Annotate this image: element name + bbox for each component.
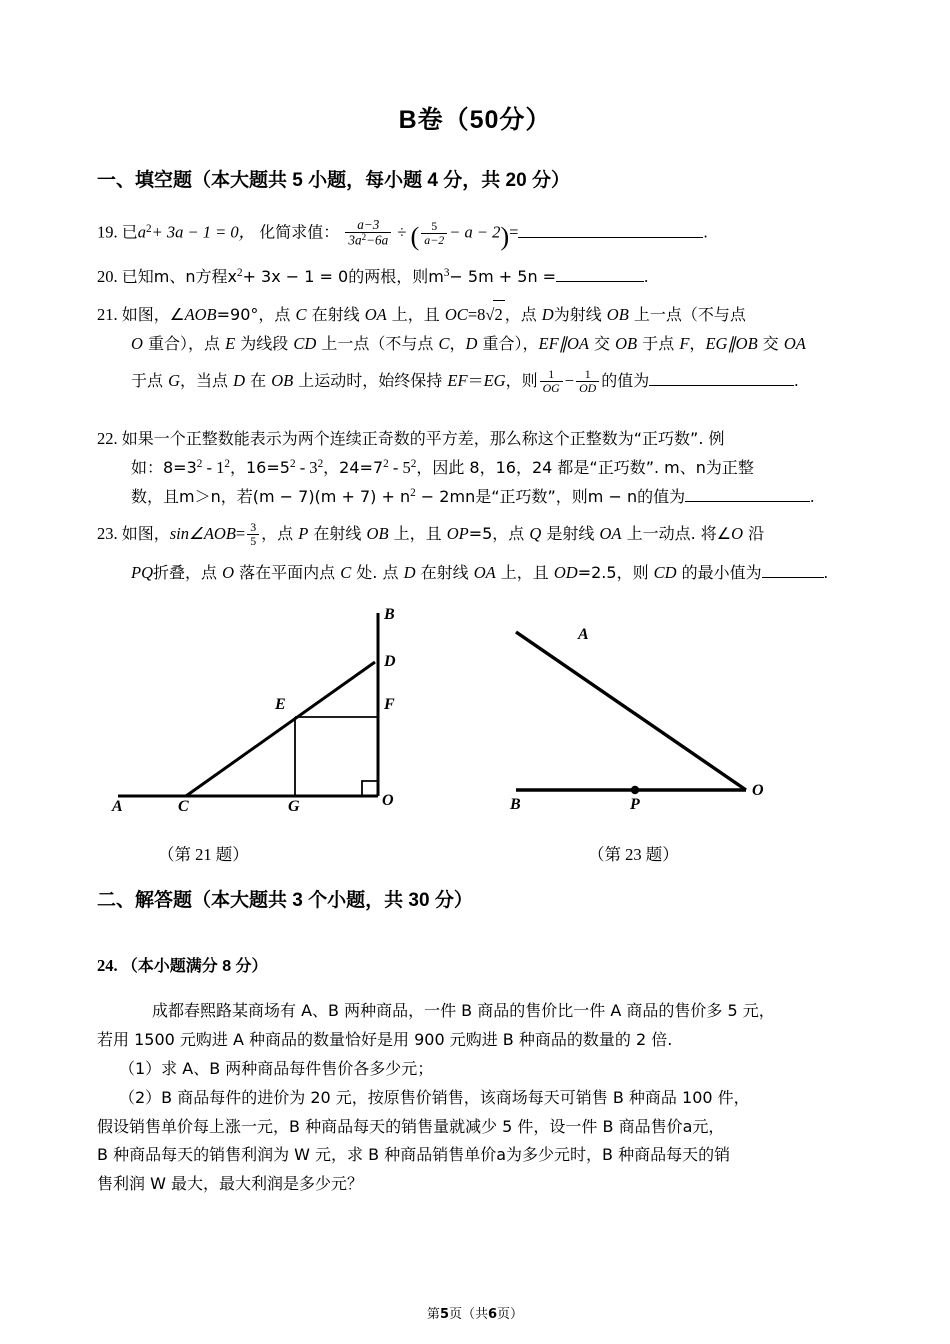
q21-l3-equals: ＝ xyxy=(467,370,484,390)
q21-seg-6: 上一点（不与点 xyxy=(628,305,746,324)
question-19-frac2-denominator: a−2 xyxy=(424,232,445,247)
question-23 xyxy=(97,520,887,588)
q22-exp-1: 2 xyxy=(196,458,203,471)
q24-p2l3: B 种商品每天的销售利润为 W 元，求 B 种商品销售单价a为多少元时，B 种商品每天的销 xyxy=(97,1145,731,1165)
q23-l2b: 折叠，点 xyxy=(153,562,223,582)
q23-point-Q: Q xyxy=(529,524,542,543)
footer-middle: 页（共 xyxy=(448,1307,488,1322)
q23-l1h: 沿 xyxy=(743,524,765,543)
figure-21-label-B: B xyxy=(384,606,395,623)
open-paren-icon: ( xyxy=(410,221,420,251)
question-19-var-a: a xyxy=(137,222,147,242)
question-22-line-3 xyxy=(97,483,887,512)
q23-l2h: 的最小值为 xyxy=(676,562,762,582)
q21-f2-top: 1 xyxy=(576,368,599,382)
q23-l2f: 上，且 xyxy=(495,562,554,582)
q21-l2a: 重合），点 xyxy=(142,333,226,353)
q21-f1-bot: OG xyxy=(542,380,560,395)
q23-l1d: 上，且 xyxy=(388,524,447,543)
q21-l3-EG: EG xyxy=(483,370,506,390)
q21-l2g: 于点 xyxy=(637,333,680,353)
q21-seg-4: ，点 xyxy=(504,305,542,324)
q21-ray-OA: OA xyxy=(364,305,387,324)
q21-ray-OB: OB xyxy=(606,305,629,324)
q23-l1b: ，点 xyxy=(261,524,299,543)
question-24-para1-line2 xyxy=(97,1026,887,1055)
figure-23-caption: （第 23 题） xyxy=(588,845,679,864)
q22-l2g: ，因此 8，16，24 都是“正巧数”. m、n为正整 xyxy=(416,457,754,477)
q21-EG-parallel-OB: EG∥OB xyxy=(705,333,758,353)
question-20-text-a: 已知m、n方程x xyxy=(121,267,237,286)
q22-exp-4: 2 xyxy=(317,458,324,471)
q23-sin: sin xyxy=(169,524,190,543)
q23-l1f: 是射线 xyxy=(541,524,600,543)
q23-l2c: 落在平面内点 xyxy=(234,562,341,582)
q23-angle-AOB: ∠AOB xyxy=(189,524,236,543)
q21-seg-3: 上，且 xyxy=(386,305,445,324)
question-20-number: 20. xyxy=(97,267,118,286)
section-heading-fill-in-blank: 一、填空题（本大题共 5 小题，每小题 4 分，共 20 分） xyxy=(97,170,570,191)
q22-l2a: 如：8=3 xyxy=(131,457,197,477)
question-22-text-line-1: 如果一个正整数能表示为两个连续正奇数的平方差，那么称这个正整数为“正巧数”. 例 xyxy=(121,429,725,448)
q21-point-D: D xyxy=(541,305,554,324)
q23-l1g: 上一动点. 将∠ xyxy=(621,524,732,543)
q24-p1l2: 若用 1500 元购进 A 种商品的数量恰好是用 900 元购进 B 种商品的数量的 2 倍. xyxy=(97,1029,673,1049)
footer-page-number: 5 xyxy=(439,1307,449,1322)
question-19-lead: 已 xyxy=(121,222,138,242)
question-19-answer-blank[interactable] xyxy=(518,220,703,238)
q21-l3a: 于点 xyxy=(131,370,169,390)
q21-sqrt2: 2 xyxy=(493,300,504,330)
figure-21-label-D: D xyxy=(384,653,396,670)
q21-point-G: G xyxy=(168,370,181,390)
question-19-number: 19. xyxy=(97,222,118,242)
question-23-line-2 xyxy=(97,559,887,588)
q23-l1c: 在射线 xyxy=(308,524,367,543)
q22-exp-2: 2 xyxy=(224,458,230,471)
question-24-part-1 xyxy=(97,1055,887,1084)
q22-l3b: − 2mn是“正巧数”，则m − n的值为 xyxy=(415,486,686,506)
figure-21-label-E: E xyxy=(275,696,286,713)
q23-ray-OB: OB xyxy=(366,524,389,543)
q23-l2g: =2.5，则 xyxy=(577,562,654,582)
q23-frac-top: 3 xyxy=(247,521,259,535)
question-19-divide-sign: ÷ xyxy=(397,222,407,242)
question-22-line-1 xyxy=(97,425,887,454)
q22-l2d: - 3 xyxy=(295,457,318,477)
question-21-line-1 xyxy=(97,300,887,330)
q21-l3c: 在 xyxy=(245,370,272,390)
q21-l3d: 上运动时，始终保持 xyxy=(293,370,448,390)
question-24 xyxy=(97,952,887,1199)
footer-suffix: 页） xyxy=(497,1307,524,1322)
question-19-fraction-1 xyxy=(345,218,391,248)
question-21-line-2 xyxy=(97,330,887,359)
q21-l3-EF: EF xyxy=(447,370,468,390)
question-20-exponent-2: 3 xyxy=(443,267,450,280)
line-CD xyxy=(186,662,375,796)
q23-frac-bot: 5 xyxy=(250,533,257,548)
q22-exp-5: 2 xyxy=(383,458,389,471)
question-23-answer-blank[interactable] xyxy=(762,560,824,578)
question-19-frac1-denominator xyxy=(345,233,391,248)
q21-l2d: ， xyxy=(449,333,466,353)
q23-l1e: =5，点 xyxy=(468,524,530,543)
question-19-frac1-numerator: a−3 xyxy=(345,218,391,233)
question-22-answer-blank[interactable] xyxy=(685,484,810,502)
q21-point-F: F xyxy=(679,333,690,353)
q21-l3b: ，当点 xyxy=(180,370,234,390)
question-23-fraction xyxy=(247,521,259,548)
q21-l3f: 的值为 xyxy=(601,370,650,390)
question-24-para1-line1 xyxy=(97,997,887,1026)
question-21-answer-blank[interactable] xyxy=(649,368,794,386)
question-19-frac2-numerator: 5 xyxy=(421,220,447,234)
q21-eq8: =8 xyxy=(467,305,486,324)
q21-point-C: C xyxy=(295,305,307,324)
q21-point-O: O xyxy=(131,333,143,353)
q23-period: . xyxy=(823,562,828,582)
section-heading-solution-questions: 二、解答题（本大题共 3 个小题，共 30 分） xyxy=(97,890,473,911)
q23-seg-PQ: PQ xyxy=(131,562,153,582)
figure-23-label-O: O xyxy=(752,782,764,799)
question-19-fraction-2 xyxy=(421,220,447,247)
q21-f1-top: 1 xyxy=(540,368,563,382)
point-P-dot xyxy=(631,786,639,794)
question-19-instruction: 化简求值： xyxy=(259,222,340,242)
figure-question-23 xyxy=(470,600,810,825)
question-19-exponent: 2 xyxy=(146,222,152,235)
question-21-fraction-2 xyxy=(576,368,599,395)
q23-point-D: D xyxy=(403,562,416,582)
q23-point-P: P xyxy=(298,524,309,543)
q24-p2l4: 售利润 W 最大，最大利润是多少元？ xyxy=(97,1174,363,1194)
figure-21-label-C: C xyxy=(178,798,189,815)
question-24-part-2-line-1 xyxy=(97,1084,887,1113)
q21-period: . xyxy=(794,370,799,390)
q21-l3-D: D xyxy=(233,370,246,390)
figure-23-label-A: A xyxy=(578,626,589,643)
q21-l2-D: D xyxy=(465,333,478,353)
question-24-header xyxy=(97,952,887,981)
footer-prefix: 第 xyxy=(426,1307,440,1322)
q23-seg-OD: OD xyxy=(553,562,578,582)
figure-21-caption: （第 21 题） xyxy=(158,845,249,864)
q22-exp-7: 2 xyxy=(410,486,416,499)
q21-l2c: 上一点（不与点 xyxy=(316,333,439,353)
question-24-part-2-line-4 xyxy=(97,1170,887,1199)
q23-l2e: 在射线 xyxy=(415,562,474,582)
q22-l2e: ，24=7 xyxy=(323,457,384,477)
q21-l2h: ， xyxy=(689,333,706,353)
q22-exp-3: 2 xyxy=(289,458,296,471)
question-19-expr-rest: + 3a − 1 = 0， xyxy=(151,222,256,242)
q21-seg-CD: CD xyxy=(293,333,317,353)
q21-l2b: 为线段 xyxy=(235,333,294,353)
q22-period: . xyxy=(810,486,815,506)
figure-21-svg xyxy=(110,600,410,825)
page-footer xyxy=(0,1303,950,1322)
question-19 xyxy=(97,213,877,259)
frac1-den-exp: 2 xyxy=(361,232,367,243)
question-24-part-2-line-2 xyxy=(97,1113,887,1142)
q21-l2-OA: OA xyxy=(783,333,806,353)
question-20-text-c: − 5m + 5n = xyxy=(449,267,557,286)
question-20-answer-blank[interactable] xyxy=(556,265,644,283)
question-20 xyxy=(97,263,877,292)
q22-l2f: - 5 xyxy=(388,457,411,477)
q24-part1: （1）求 A、B 两种商品每件售价各多少元； xyxy=(119,1058,434,1078)
figure-21-label-G: G xyxy=(288,798,300,815)
question-23-number: 23. xyxy=(97,524,118,543)
q22-l2b: - 1 xyxy=(202,457,225,477)
question-21 xyxy=(97,300,887,396)
q24-p2l1: （2）B 商品每件的进价为 20 元，按原售价销售，该商场每天可销售 B 种商品 100 件， xyxy=(119,1087,750,1107)
q21-EF-parallel-OA: EF∥OA xyxy=(538,333,589,353)
question-20-text-b: + 3x − 1 = 0的两根，则m xyxy=(242,267,444,286)
frac1-den-a: 3a xyxy=(348,232,362,248)
page-title: B卷（50分） xyxy=(398,106,552,134)
question-19-equals: = xyxy=(509,222,519,242)
question-19-period: . xyxy=(703,222,708,242)
question-21-line-3 xyxy=(97,367,887,396)
q23-l1a: 如图， xyxy=(121,524,170,543)
q21-point-E: E xyxy=(225,333,236,353)
question-24-part-2-line-3 xyxy=(97,1141,887,1170)
q21-l2f: 交 xyxy=(588,333,616,353)
question-19-tail: − a − 2 xyxy=(449,222,501,242)
question-21-number: 21. xyxy=(97,305,118,324)
angle-symbol-icon: ∠ xyxy=(169,305,185,324)
figure-21-label-O: O xyxy=(382,792,394,809)
q23-point-O: O xyxy=(731,524,744,543)
q23-l2-O: O xyxy=(222,562,235,582)
q23-seg-CD: CD xyxy=(653,562,677,582)
q21-seg-5: 为射线 xyxy=(553,305,607,324)
figure-23-label-B: B xyxy=(510,796,521,813)
close-paren-icon: ) xyxy=(500,221,510,251)
q21-l2i: 交 xyxy=(757,333,784,353)
q23-ray-OA: OA xyxy=(599,524,622,543)
question-22-number: 22. xyxy=(97,429,118,448)
q21-l3-OB: OB xyxy=(271,370,294,390)
figure-21-label-A: A xyxy=(112,798,123,815)
figure-question-21 xyxy=(110,600,410,825)
q23-point-C: C xyxy=(340,562,352,582)
q21-l2-C: C xyxy=(438,333,450,353)
question-23-line-1 xyxy=(97,520,887,549)
q23-l2-OA: OA xyxy=(473,562,496,582)
question-22-line-2 xyxy=(97,454,887,483)
q23-equals: = xyxy=(235,524,246,543)
question-24-title: （本小题满分 8 分） xyxy=(121,958,268,975)
question-24-number: 24. xyxy=(97,956,118,975)
q24-p2l2: 假设销售单价每上涨一元，B 种商品每天的销售量就减少 5 件，设一件 B 商品售价a元， xyxy=(97,1116,725,1136)
question-20-period: . xyxy=(644,267,649,286)
q21-seg-2: 在射线 xyxy=(306,305,365,324)
footer-total-pages: 6 xyxy=(488,1307,498,1322)
q21-eq90: =90°，点 xyxy=(216,305,296,324)
line-OA xyxy=(516,632,746,790)
right-angle-mark xyxy=(362,781,378,796)
question-22 xyxy=(97,425,887,512)
q22-l2c: ，16=5 xyxy=(230,457,290,477)
q21-f2-bot: OD xyxy=(579,380,597,395)
q22-l3a: 数，且m＞n，若(m − 7)(m + 7) + n xyxy=(131,486,411,506)
frac1-den-rest: −6a xyxy=(366,232,389,248)
figure-21-label-F: F xyxy=(384,696,395,713)
q21-seg-1: 如图， xyxy=(121,305,170,324)
sqrt-icon: √ xyxy=(485,305,495,324)
q23-l2d: 处. 点 xyxy=(351,562,404,582)
q21-l3e: ，则 xyxy=(505,370,538,390)
q21-seg-OC: OC xyxy=(444,305,468,324)
q22-exp-6: 2 xyxy=(410,458,417,471)
question-20-exponent-1: 2 xyxy=(236,267,243,280)
question-21-fraction-1 xyxy=(540,368,563,395)
q23-seg-OP: OP xyxy=(446,524,469,543)
q24-p1l1: 成都春熙路某商场有 A、B 两种商品，一件 B 商品的售价比一件 A 商品的售价多 5 元， xyxy=(152,1001,775,1020)
q21-l2-OB: OB xyxy=(615,333,638,353)
figure-23-label-P: P xyxy=(630,796,640,813)
q21-l2e: 重合）， xyxy=(477,333,539,353)
q21-AOB: AOB xyxy=(184,305,217,324)
q21-minus: − xyxy=(564,370,575,390)
